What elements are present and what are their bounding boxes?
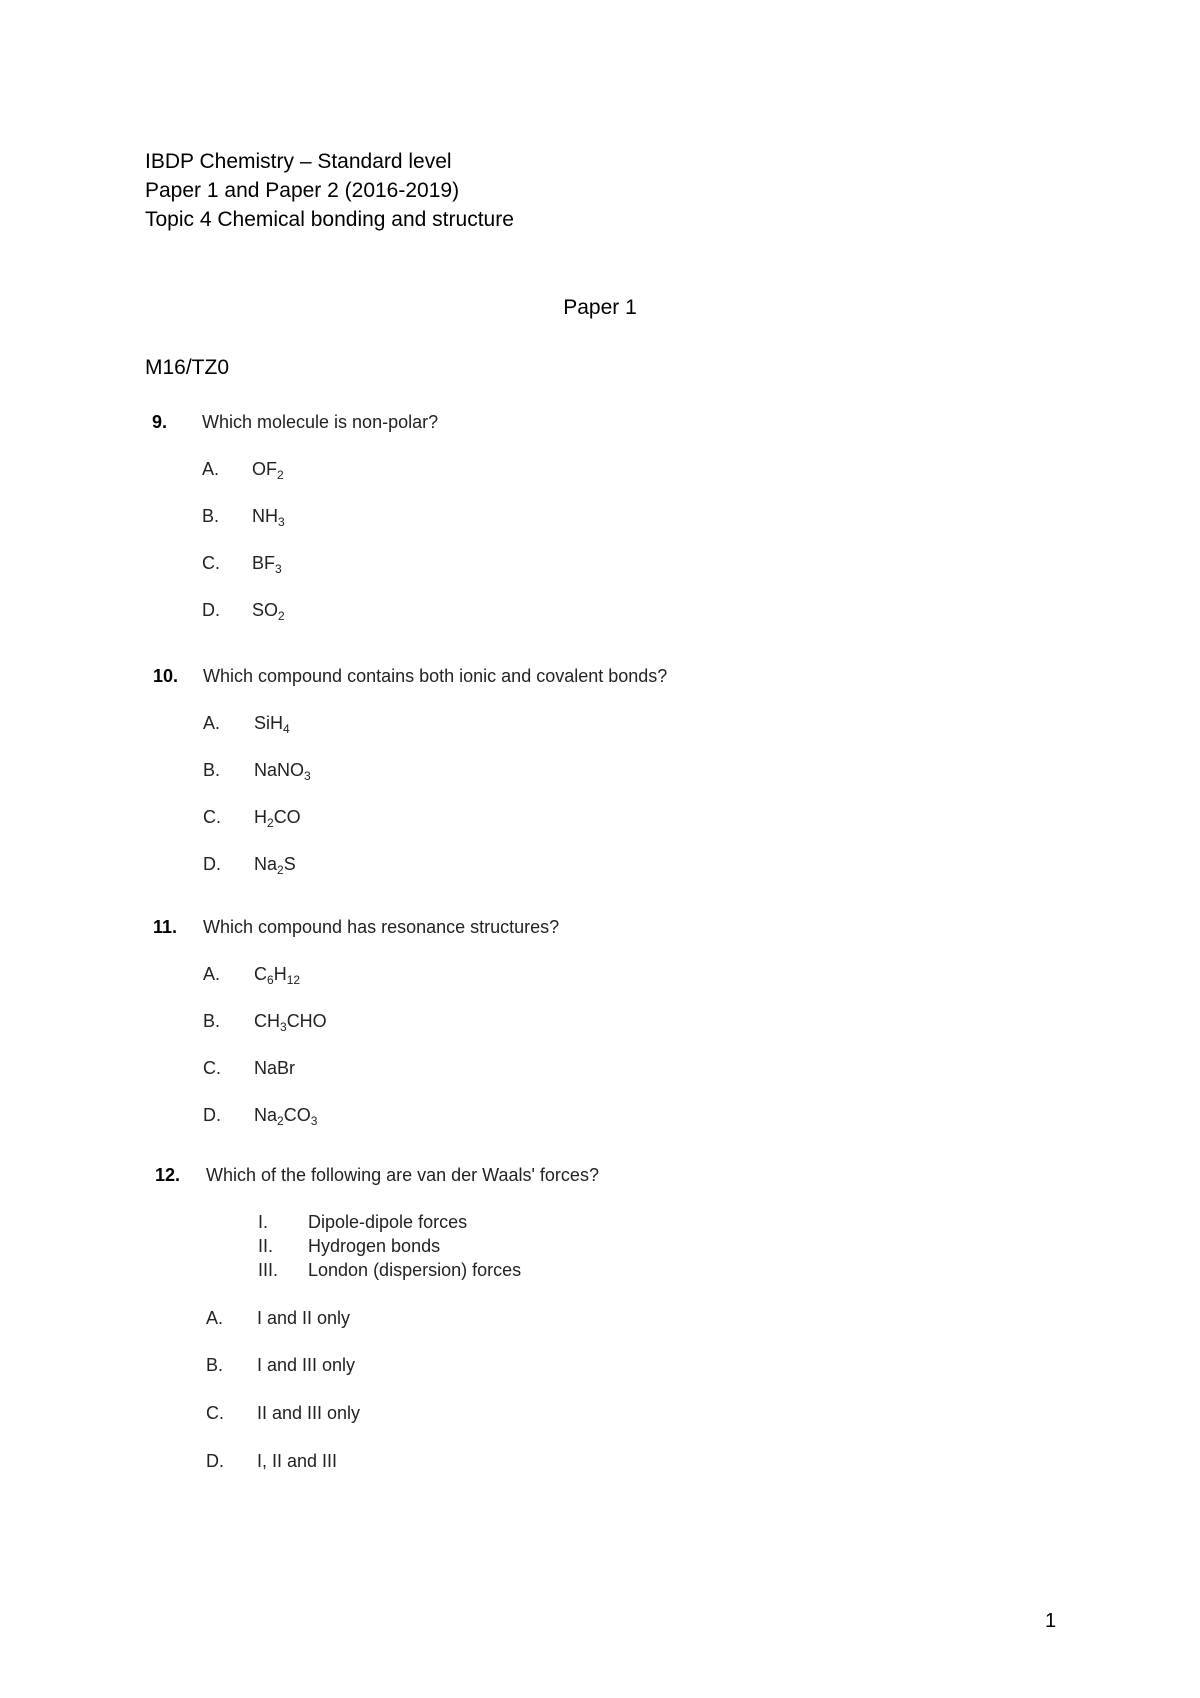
- option-text: I and III only: [257, 1355, 356, 1375]
- option-letter: B.: [203, 760, 221, 780]
- option-letter: C.: [203, 807, 221, 827]
- exam-code: M16/TZ0: [145, 356, 230, 379]
- question-text: Which compound has resonance structures?: [203, 917, 560, 937]
- option-letter: B.: [206, 1355, 224, 1375]
- option-text: $OF_2$: [252, 459, 284, 482]
- question-number: 12.: [155, 1165, 181, 1185]
- option-letter: B.: [203, 1011, 221, 1031]
- option-letter: A.: [206, 1308, 224, 1328]
- option-letter: B.: [202, 506, 220, 526]
- option-text: I and II only: [257, 1308, 351, 1328]
- option-letter: A.: [202, 459, 220, 479]
- option-text: $SO_2$: [252, 600, 285, 623]
- option-text: I, II and III: [257, 1451, 338, 1471]
- option-letter: C.: [206, 1403, 224, 1423]
- option-text: II and III only: [257, 1403, 361, 1423]
- option-text: $BF_3$: [252, 553, 282, 576]
- option-text: $H_2CO$: [254, 807, 301, 830]
- option-letter: D.: [202, 600, 220, 620]
- question-number: 9.: [152, 412, 168, 432]
- option-text: NaBr: [254, 1058, 296, 1078]
- statement-numeral: I.: [258, 1212, 269, 1232]
- statement-numeral: II.: [258, 1236, 274, 1256]
- option-text: $CH_3CHO$: [254, 1011, 327, 1034]
- paper-heading: Paper 1: [563, 296, 637, 319]
- option-letter: D.: [203, 854, 221, 874]
- statement-text: Dipole-dipole forces: [308, 1212, 468, 1232]
- statement-text: Hydrogen bonds: [308, 1236, 441, 1256]
- question-text: Which molecule is non-polar?: [202, 412, 439, 432]
- option-text: $C_6H_{12}$: [254, 964, 301, 987]
- option-letter: A.: [203, 713, 221, 733]
- header-title: IBDP Chemistry – Standard level: [145, 150, 452, 173]
- question-number: 11.: [153, 917, 178, 937]
- option-letter: C.: [203, 1058, 221, 1078]
- option-letter: A.: [203, 964, 221, 984]
- question-number: 10.: [153, 666, 179, 686]
- option-letter: C.: [202, 553, 220, 573]
- header-subtitle: Paper 1 and Paper 2 (2016-2019): [145, 179, 460, 202]
- statement-numeral: III.: [258, 1260, 279, 1280]
- question-text: Which compound contains both ionic and covalent bonds?: [203, 666, 668, 686]
- option-text: SiH$_4$: [254, 713, 290, 736]
- option-text: NaNO$_3$: [254, 760, 311, 783]
- option-text: $Na_2CO_3$: [254, 1105, 318, 1128]
- option-text: $Na_2S$: [254, 854, 296, 877]
- option-letter: D.: [206, 1451, 224, 1471]
- header-topic: Topic 4 Chemical bonding and structure: [145, 208, 514, 231]
- option-letter: D.: [203, 1105, 221, 1125]
- option-text: $NH_3$: [252, 506, 285, 529]
- question-text: Which of the following are van der Waals' forces?: [206, 1165, 599, 1185]
- page-number: 1: [1045, 1610, 1057, 1632]
- statement-text: London (dispersion) forces: [308, 1260, 522, 1280]
